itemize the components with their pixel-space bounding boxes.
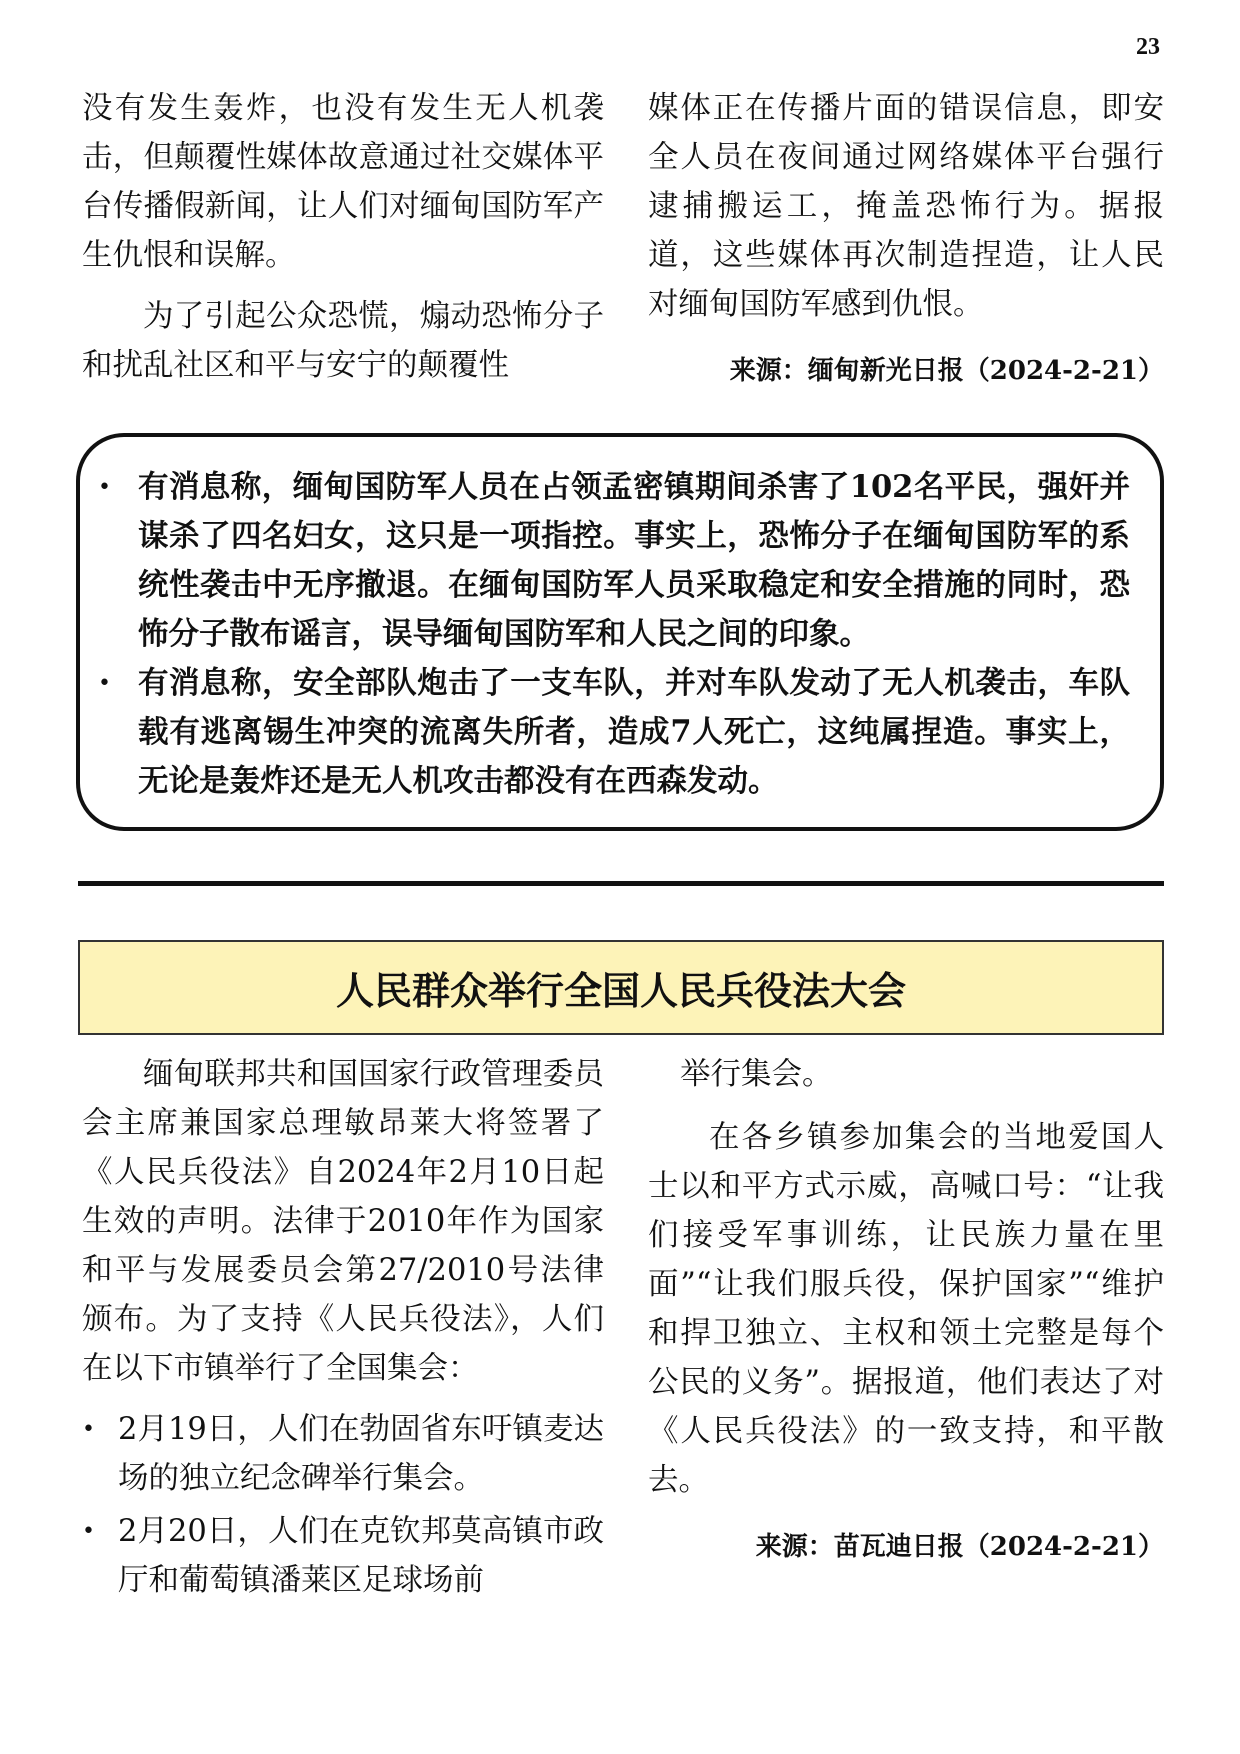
section-divider [78,881,1164,886]
rally-continuation: 举行集会。 [680,1057,833,1092]
fact-check-box [76,433,1164,831]
bullet-icon: • [82,1417,95,1442]
bullet-icon: • [98,671,111,696]
article-paragraph-2: 在各乡镇参加集会的当地爱国人士以和平方式示威，高喊口号：“让我们接受军事训练，让民族力量在里面”“让我们服兵役，保护国家”“维护和捍卫独立、主权和领土完整是每个公民的义务”。据报道，他们表达了对《人民兵役法》的一致支持，和平散去。 [648,1120,1164,1498]
article-right-column [648,1050,1164,1572]
fact-check-text: 有消息称，缅甸国防军人员在占领孟密镇期间杀害了102名平民，强奸并谋杀了四名妇女，这只是一项指控。事实上，恐怖分子在缅甸国防军的系统性袭击中无序撤退。在缅甸国防军人员采取稳定和安全措施的同时，恐怖分子散布谣言，误导缅甸国防军和人民之间的印象。 [138,469,1130,652]
top-right-paragraph: 媒体正在传播片面的错误信息，即安全人员在夜间通过网络媒体平台强行逮捕搬运工，掩盖恐怖行为。据报道，这些媒体再次制造捏造，让人民对缅甸国防军感到仇恨。 [648,91,1164,322]
fact-check-text: 有消息称，安全部队炮击了一支车队，并对车队发动了无人机袭击，车队载有逃离锡生冲突的流离失所者，造成7人死亡，这纯属捏造。事实上，无论是轰炸还是无人机攻击都没有在西森发动。 [138,665,1130,799]
rally-text: 2月19日，人们在勃固省东吁镇麦达场的独立纪念碑举行集会。 [118,1412,604,1496]
article-source: 来源：苗瓦迪日报（2024-2-21） [755,1532,1164,1562]
top-source: 来源：缅甸新光日报（2024-2-21） [729,356,1164,386]
top-left-paragraph-2: 为了引起公众恐慌，煽动恐怖分子和扰乱社区和平与安宁的颠覆性 [82,299,604,383]
rally-list [82,1405,604,1605]
top-left-paragraph-1: 没有发生轰炸，也没有发生无人机袭击，但颠覆性媒体故意通过社交媒体平台传播假新闻，让人们对缅甸国防军产生仇恨和误解。 [82,91,604,273]
rally-item [82,1405,604,1503]
article-headline: 人民群众举行全国人民兵役法大会 [335,968,906,1013]
fact-check-item [98,659,1130,806]
rally-text: 2月20日，人们在克钦邦莫高镇市政厅和葡萄镇潘莱区足球场前 [118,1514,604,1598]
article-intro: 缅甸联邦共和国国家行政管理委员会主席兼国家总理敏昂莱大将签署了《人民兵役法》自2024年2月10日起生效的声明。法律于2010年作为国家和平与发展委员会第27/2010号法律颁布。为了支持《人民兵役法》，人们在以下市镇举行了全国集会： [82,1057,604,1386]
top-right-column [648,84,1164,396]
bullet-icon: • [82,1519,95,1544]
fact-check-item [98,463,1130,659]
rally-item [82,1507,604,1605]
article-left-column [82,1050,604,1605]
top-left-column [82,84,604,390]
article-headline-box [78,940,1164,1035]
fact-check-list [80,437,1160,806]
page-number: 23 [1136,34,1160,60]
bullet-icon: • [98,475,111,500]
